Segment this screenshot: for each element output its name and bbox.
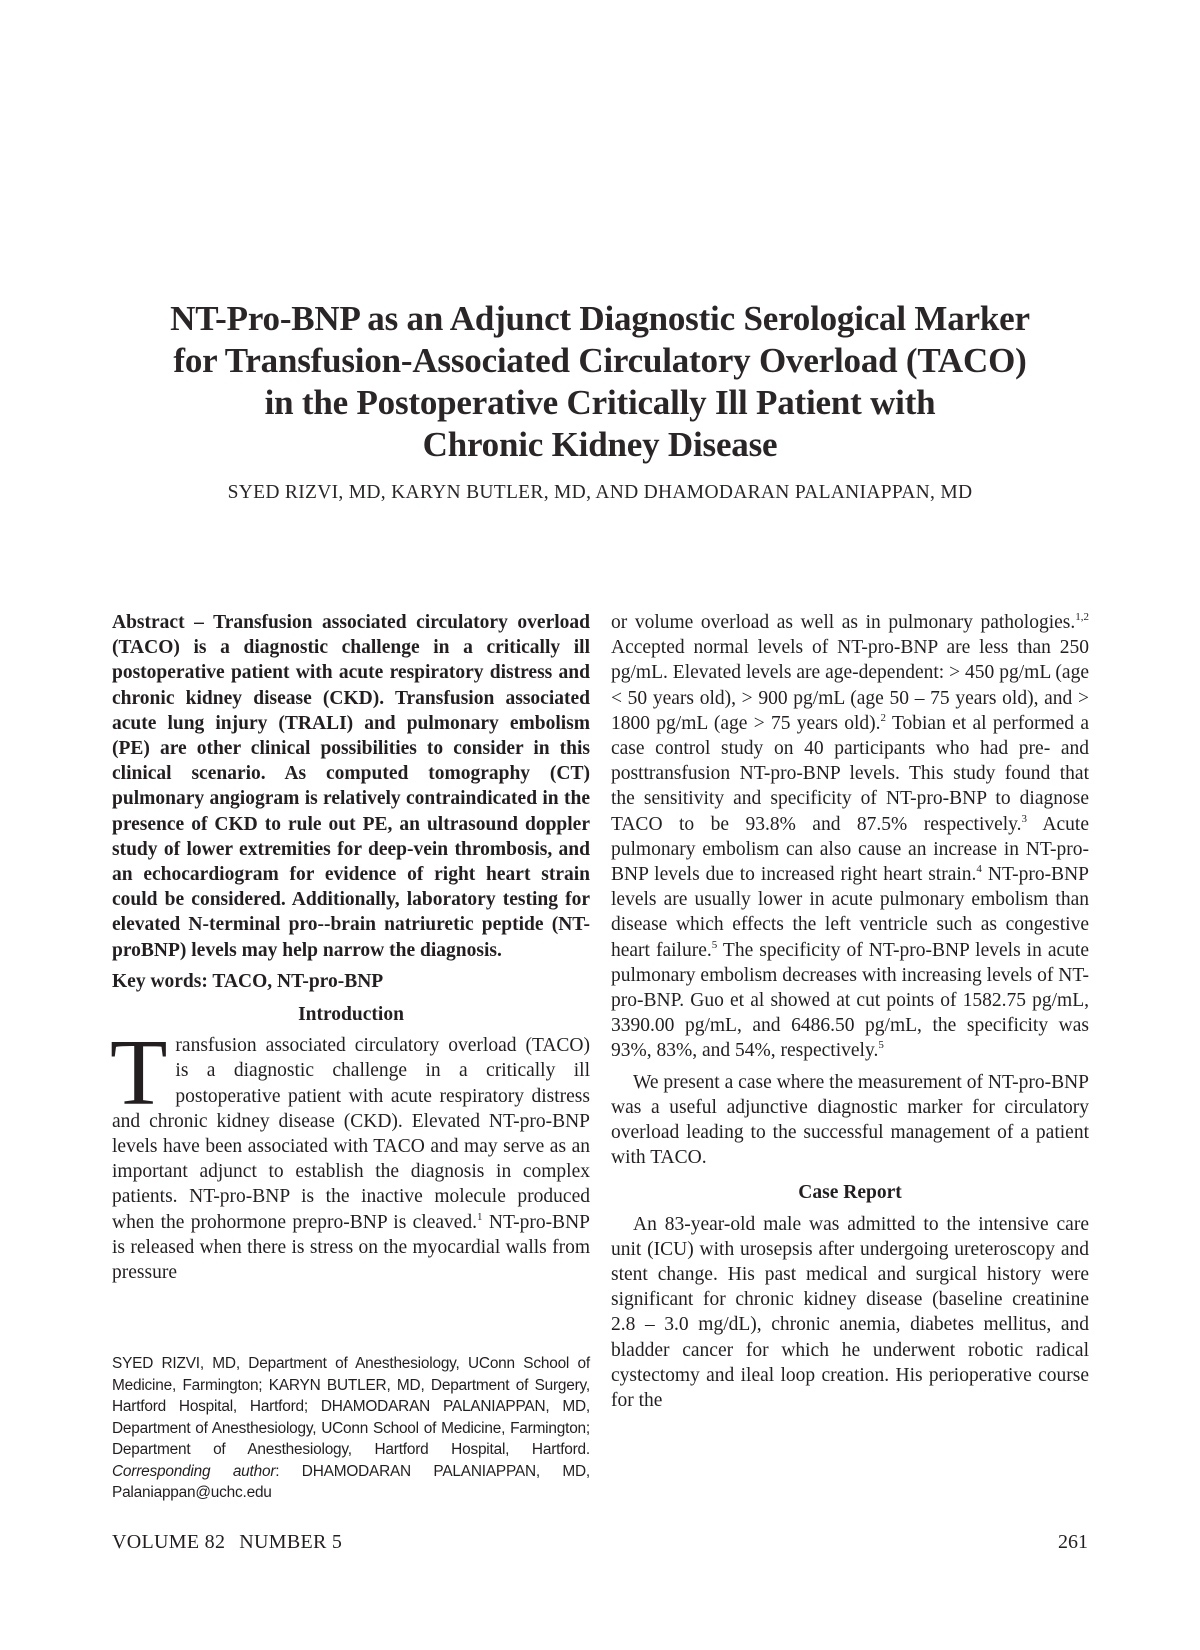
volume-label: VOLUME 82 — [112, 1531, 226, 1553]
ref-superscript: 3 — [1021, 812, 1028, 825]
corresponding-label: Corresponding author — [112, 1462, 276, 1480]
corresponding-text: : DHAMODARAN PALANIAPPAN, MD, Palaniappan@uchc.edu — [112, 1462, 591, 1501]
author-affiliations — [112, 1353, 590, 1504]
bg-text-d: Acute pulmonary embolism can also cause an increase in NT-pro-BNP levels due to increased right heart strain. — [611, 813, 1089, 886]
title-line-1: NT-Pro-BNP as an Adjunct Diagnostic Serological Marker — [170, 299, 1030, 338]
ref-superscript: 1,2 — [1075, 611, 1089, 623]
abstract: Abstract – Transfusion associated circulatory overload (TACO) is a diagnostic challenge in a critically ill postoperative patient with acute respiratory distress and chronic kidney disease (CKD). Transfusion associated acute lung injury (TRALI) and pulmonary embolism (PE) are other clinical possibilities to consider in this clinical scenario. As computed tomography (CT) pulmonary angiogram is relatively contraindicated in the presence of CKD to rule out PE, an ultrasound doppler study of lower extremities for deep-vein thrombosis, and an echocardiogram for evidence of right heart strain could be considered. Additionally, laboratory testing for elevated N-terminal pro--brain natriuretic peptide (NT-proBNP) levels may help narrow the diagnosis. — [112, 612, 590, 961]
keywords: Key words: TACO, NT-pro-BNP — [112, 970, 384, 992]
intro-text-a: ransfusion associated circulatory overload (TACO) is a diagnostic challenge in a critically ill postoperative patient with acute respiratory distress and chronic kidney disease (CKD). Elevated NT-pro-BNP levels have been associated with TACO and may serve as an important adjunct to establish the diagnosis in complex patients. NT-pro-BNP is the inactive molecule produced when the prohormone prepro-BNP is cleaved. — [112, 1035, 590, 1233]
intro-text-b: NT-pro-BNP is released when there is stress on the myocardial walls from pressure — [112, 1211, 590, 1284]
drop-cap: T — [110, 1021, 168, 1126]
case-report-heading: Case Report — [798, 1182, 902, 1204]
number-label: NUMBER 5 — [239, 1531, 343, 1553]
ref-superscript: 5 — [711, 938, 718, 951]
title-line-2: for Transfusion-Associated Circulatory Overload (TACO) — [173, 341, 1027, 380]
intro-paragraph — [110, 1021, 590, 1285]
background-paragraph — [611, 610, 1089, 1064]
bg-text-f: The specificity of NT-pro-BNP levels in acute pulmonary embolism decreases with increasing levels of NT-pro-BNP. Guo et al showed at cut points of 1582.75 pg/mL, 3390.00 pg/mL, and 6486.50 pg/mL, the specificity was 93%, 83%, and 54%, respectively. — [611, 939, 1089, 1062]
ref-superscript: 4 — [976, 863, 982, 876]
affiliation-text: SYED RIZVI, MD, Department of Anesthesiology, UConn School of Medicine, Farmington; KARYN BUTLER, MD, Department of Surgery, Hartford Hospital, Hartford; DHAMODARAN PALANIAPPAN, MD, Department of Anesthesiology, UConn School of Medicine, Farmington; Department of Anesthesiology, Hartford Hospital, Hartford. — [112, 1355, 590, 1458]
ref-superscript: 1 — [477, 1210, 483, 1223]
ref-superscript: 2 — [880, 711, 887, 724]
right-column — [611, 610, 1089, 1413]
journal-issue — [112, 1531, 342, 1554]
bg-text-b: Accepted normal levels of NT-pro-BNP are less than 250 pg/mL. Elevated levels are age-dependent: > 450 pg/mL (age < 50 years old), > 900 pg/mL (age 50 – 75 years old), and > 1800 pg/mL (age > 75 years old). — [611, 637, 1089, 734]
title-line-3: in the Postoperative Critically Ill Patient with — [264, 383, 936, 422]
case-report-paragraph: An 83-year-old male was admitted to the intensive care unit (ICU) with urosepsis after undergoing ureteroscopy and stent change. His past medical and surgical history were significant for chronic kidney disease (baseline creatinine 2.8 – 3.0 mg/dL), chronic anemia, diabetes mellitus, and bladder cancer for which he underwent robotic radical cystectomy and ileal loop creation. His perioperative course for the — [611, 1213, 1089, 1412]
purpose-paragraph: We present a case where the measurement of NT-pro-BNP was a useful adjunctive diagnostic marker for circulatory overload leading to the successful management of a patient with TACO. — [611, 1071, 1089, 1169]
intro-heading: Introduction — [298, 1004, 404, 1026]
article-title — [100, 298, 1100, 466]
left-column — [112, 610, 590, 1285]
ref-superscript: 5 — [878, 1039, 884, 1052]
bg-text-c: Tobian et al performed a case control study on 40 participants who had pre- and posttransfusion NT-pro-BNP levels. This study found that the sensitivity and specificity of NT-pro-BNP to diagnose TACO to be 93.8% and 87.5% respectively. — [611, 712, 1090, 835]
page-number: 261 — [1058, 1531, 1088, 1553]
bg-text-e: NT-pro-BNP levels are usually lower in acute pulmonary embolism than disease which effects the left ventricle such as congestive heart failure. — [611, 864, 1089, 961]
bg-text-a: or volume overload as well as in pulmonary pathologies. — [611, 612, 1076, 633]
title-line-4: Chronic Kidney Disease — [422, 425, 778, 464]
author-list: SYED RIZVI, MD, KARYN BUTLER, MD, AND DHAMODARAN PALANIAPPAN, MD — [227, 482, 973, 503]
